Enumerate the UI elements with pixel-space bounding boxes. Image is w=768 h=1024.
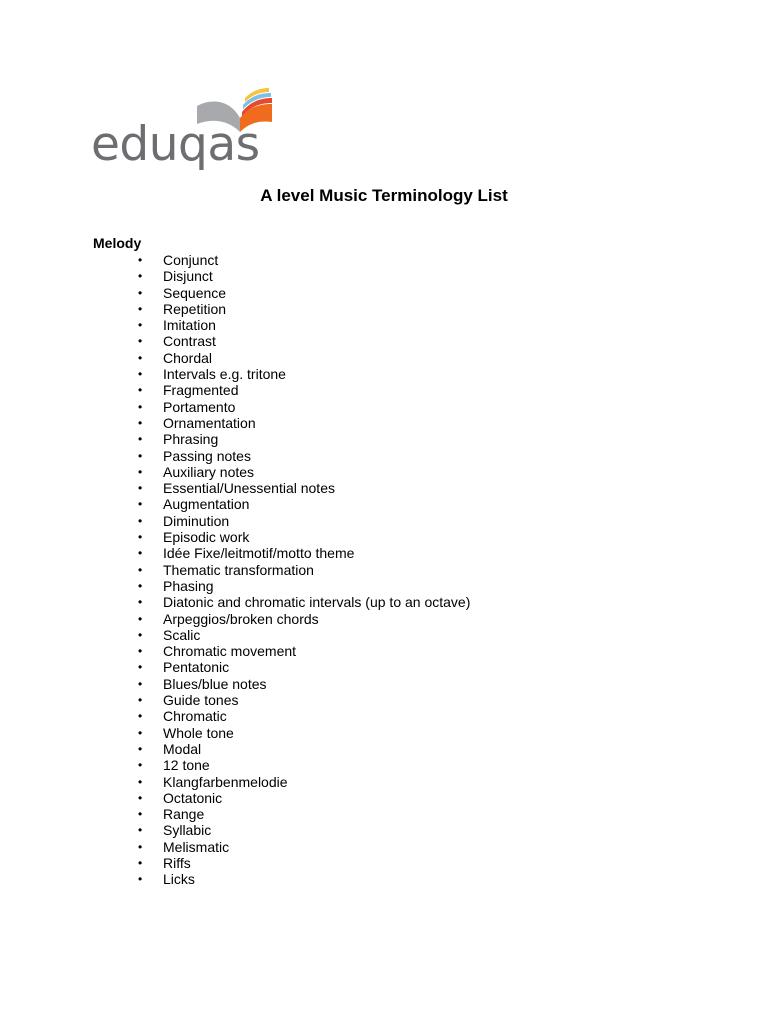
list-item: [0, 643, 470, 659]
list-item-label: Guide tones: [163, 692, 239, 709]
bullet-icon: •: [138, 269, 143, 284]
list-item-label: Repetition: [163, 300, 227, 317]
list-item: [0, 806, 470, 822]
list-item-label: Chromatic: [163, 708, 227, 725]
document-title: A level Music Terminology List: [260, 186, 508, 205]
list-item-label: Modal: [163, 740, 202, 757]
list-item: [0, 431, 470, 447]
bullet-icon: •: [138, 676, 143, 691]
list-item: [0, 252, 470, 268]
bullet-icon: •: [138, 725, 143, 740]
list-item-label: Phasing: [163, 577, 214, 594]
list-item: [0, 839, 470, 855]
list-item-label: Contrast: [163, 333, 216, 350]
list-item: [0, 415, 470, 431]
bullet-icon: •: [138, 595, 143, 610]
list-item: [0, 725, 470, 741]
list-item-label: Ornamentation: [163, 414, 256, 431]
bullet-icon: •: [138, 546, 143, 561]
bullet-icon: •: [138, 839, 143, 854]
list-item: [0, 545, 470, 561]
list-item: [0, 659, 470, 675]
bullet-icon: •: [138, 855, 143, 870]
list-item-label: Range: [163, 806, 205, 823]
list-item-label: Syllabic: [163, 822, 212, 839]
list-item-label: Diatonic and chromatic intervals (up to an octave): [163, 594, 471, 611]
bullet-icon: •: [138, 318, 143, 333]
list-item: [0, 774, 470, 790]
bullet-icon: •: [138, 301, 143, 316]
list-item: [0, 513, 470, 529]
bullet-icon: •: [138, 383, 143, 398]
list-item-label: Octatonic: [163, 789, 223, 806]
bullet-icon: •: [138, 709, 143, 724]
list-item: [0, 317, 470, 333]
list-item-label: Diminution: [163, 512, 230, 529]
list-item: [0, 366, 470, 382]
list-item-label: Disjunct: [163, 268, 213, 285]
list-item-label: Arpeggios/broken chords: [163, 610, 319, 627]
list-item: [0, 529, 470, 545]
bullet-icon: •: [138, 481, 143, 496]
list-item: [0, 268, 470, 284]
eduqas-logo: [90, 84, 280, 176]
bullet-icon: •: [138, 758, 143, 773]
list-item: [0, 676, 470, 692]
list-item: [0, 333, 470, 349]
list-item: [0, 741, 470, 757]
bullet-icon: •: [138, 513, 143, 528]
list-item: [0, 871, 470, 887]
list-item-label: Riffs: [163, 854, 191, 871]
list-item-label: Chromatic movement: [163, 643, 297, 660]
bullet-icon: •: [138, 644, 143, 659]
bullet-icon: •: [138, 399, 143, 414]
list-item: [0, 708, 470, 724]
list-item: [0, 692, 470, 708]
list-item-label: Conjunct: [163, 252, 219, 268]
list-item-label: Augmentation: [163, 496, 250, 513]
bullet-icon: •: [138, 464, 143, 479]
bullet-icon: •: [138, 562, 143, 577]
bullet-icon: •: [138, 872, 143, 887]
bullet-icon: •: [138, 807, 143, 822]
bullet-icon: •: [138, 627, 143, 642]
eduqas-logo-graphic: [90, 84, 280, 176]
list-item: [0, 448, 470, 464]
list-item-label: Pentatonic: [163, 659, 230, 676]
list-item-label: Scalic: [163, 626, 201, 643]
section-heading-melody: Melody: [93, 235, 142, 251]
list-item-label: Intervals e.g. tritone: [163, 366, 286, 383]
bullet-icon: •: [138, 367, 143, 382]
list-item-label: Episodic work: [163, 529, 250, 546]
bullet-icon: •: [138, 448, 143, 463]
bullet-icon: •: [138, 790, 143, 805]
list-item: [0, 399, 470, 415]
list-item: [0, 855, 470, 871]
bullet-icon: •: [138, 432, 143, 447]
list-item: [0, 562, 470, 578]
bullet-icon: •: [138, 578, 143, 593]
list-item-label: Thematic transformation: [163, 561, 314, 578]
list-item-label: Phrasing: [163, 431, 219, 448]
list-item: [0, 301, 470, 317]
list-item-label: Idée Fixe/leitmotif/motto theme: [163, 545, 355, 562]
list-item: [0, 496, 470, 512]
list-item-label: Passing notes: [163, 447, 251, 464]
melody-term-list: [0, 252, 470, 888]
list-item: [0, 382, 470, 398]
bullet-icon: •: [138, 497, 143, 512]
list-item: [0, 578, 470, 594]
list-item: [0, 480, 470, 496]
list-item: [0, 594, 470, 610]
list-item-label: 12 tone: [163, 757, 210, 774]
bullet-icon: •: [138, 530, 143, 545]
logo-wordmark: eduqas: [91, 117, 260, 172]
bullet-icon: •: [138, 611, 143, 626]
bullet-icon: •: [138, 774, 143, 789]
list-item-label: Blues/blue notes: [163, 675, 267, 692]
list-item: [0, 627, 470, 643]
list-item-label: Imitation: [163, 317, 216, 334]
list-item-label: Chordal: [163, 349, 213, 366]
bullet-icon: •: [138, 741, 143, 756]
list-item: [0, 464, 470, 480]
list-item-label: Auxiliary notes: [163, 463, 255, 480]
bullet-icon: •: [138, 285, 143, 300]
bullet-icon: •: [138, 350, 143, 365]
list-item: [0, 822, 470, 838]
list-item-label: Essential/Unessential notes: [163, 480, 335, 497]
bullet-icon: •: [138, 660, 143, 675]
list-item: [0, 350, 470, 366]
bullet-icon: •: [138, 823, 143, 838]
list-item-label: Klangfarbenmelodie: [163, 773, 288, 790]
list-item-label: Whole tone: [163, 724, 234, 741]
list-item: [0, 285, 470, 301]
list-item: [0, 790, 470, 806]
bullet-icon: •: [138, 415, 143, 430]
list-item: [0, 757, 470, 773]
list-item-label: Sequence: [163, 284, 227, 301]
bullet-icon: •: [138, 693, 143, 708]
list-item-label: Portamento: [163, 398, 236, 415]
list-item-label: Licks: [163, 871, 195, 888]
list-item-label: Fragmented: [163, 382, 239, 399]
bullet-icon: •: [138, 334, 143, 349]
list-item-label: Melismatic: [163, 838, 230, 855]
bullet-icon: •: [138, 253, 143, 267]
list-item: [0, 611, 470, 627]
